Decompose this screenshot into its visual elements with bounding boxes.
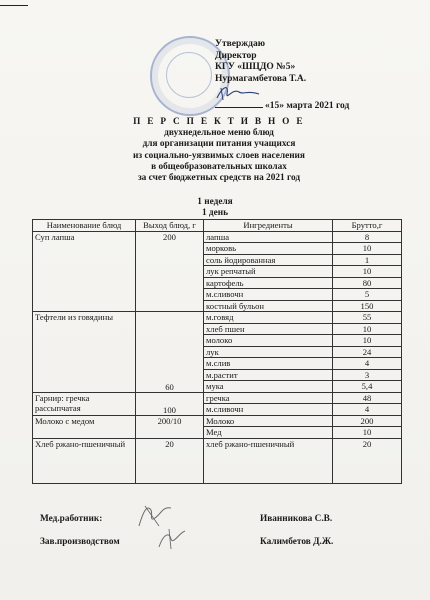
corner-mark <box>0 5 28 6</box>
ingredient-gross: 10 <box>333 323 402 335</box>
table-row <box>33 438 402 483</box>
header-yield: Выход блюд, г <box>136 220 204 232</box>
header-line-3: для организации питания учащихся <box>142 139 296 150</box>
approval-date: «15» марта 2021 год <box>265 101 350 111</box>
ingredient-name: морковь <box>204 243 333 255</box>
ingredient-name: хлеб ржано-пшеничный <box>204 438 333 483</box>
header-dish-name: Наименование блюд <box>33 220 136 232</box>
ingredient-gross: 150 <box>333 300 402 312</box>
header-line-2: двухнедельное меню блюд <box>164 128 274 139</box>
ingredient-gross: 20 <box>333 438 402 483</box>
dish-name: Тефтели из говядины <box>33 312 136 393</box>
header-ingredients: Ингредиенты <box>204 220 333 232</box>
ingredient-name: картофель <box>204 277 333 289</box>
ingredient-name: костный бульон <box>204 300 333 312</box>
week-label: 1 неделя <box>197 197 233 207</box>
ingredient-gross: 10 <box>333 335 402 347</box>
dish-name: Суп лапша <box>33 231 136 312</box>
ingredient-gross: 5 <box>333 289 402 301</box>
header-line-5: в общеобразовательных школах <box>151 161 287 172</box>
ingredient-gross: 48 <box>333 392 402 404</box>
footer-names <box>260 513 333 548</box>
table-row <box>33 415 402 427</box>
medic-name: Иванникова С.В. <box>260 514 333 524</box>
ingredient-name: м.слив <box>204 358 333 370</box>
dish-yield: 60 <box>136 312 204 393</box>
header-gross: Брутто,г <box>333 220 402 232</box>
dish-name: Гарнир: гречка рассыпчатая <box>33 392 136 415</box>
ingredient-name: лук <box>204 346 333 358</box>
dish-name: Хлеб ржано-пшеничный <box>33 438 136 483</box>
table-row <box>33 231 402 243</box>
header-line-4: из социально-уязвимых слоев населения <box>133 150 305 161</box>
table-header-row <box>33 220 402 232</box>
signature-blank <box>215 107 263 108</box>
ingredient-name: Молоко <box>204 415 333 427</box>
menu-table <box>32 219 402 484</box>
ingredient-gross: 10 <box>333 243 402 255</box>
ingredient-name: молоко <box>204 335 333 347</box>
ingredient-gross: 55 <box>333 312 402 324</box>
ingredient-name: м.растит <box>204 369 333 381</box>
table-row <box>33 392 402 404</box>
ingredient-name: м.сливочн <box>204 289 333 301</box>
ingredient-name: м.сливочн <box>204 404 333 416</box>
ingredient-gross: 4 <box>333 404 402 416</box>
approval-line-4: Нурмагамбетова Т.А. <box>215 73 307 84</box>
medic-signature <box>133 500 177 530</box>
approval-line-3: КГУ «ШЦДО №5» <box>215 62 296 72</box>
ingredient-name: Мед <box>204 427 333 439</box>
ingredient-gross: 4 <box>333 358 402 370</box>
ingredient-gross: 1 <box>333 254 402 266</box>
ingredient-name: м.говяд <box>204 312 333 324</box>
ingredient-name: хлеб пшен <box>204 323 333 335</box>
week-day-label <box>120 197 310 218</box>
approval-line-1: Утверждаю <box>215 39 265 49</box>
production-signature <box>155 527 189 551</box>
approval-line-2: Директор <box>215 50 257 61</box>
ingredient-name: лапша <box>204 231 333 243</box>
ingredient-gross: 200 <box>333 415 402 427</box>
ingredient-gross: 8 <box>333 231 402 243</box>
medic-label: Мед.работник: <box>40 514 103 524</box>
day-label: 1 день <box>201 207 229 218</box>
ingredient-gross: 3 <box>333 369 402 381</box>
ingredient-gross: 5,4 <box>333 381 402 393</box>
dish-yield: 100 <box>136 392 204 415</box>
director-signature <box>213 82 263 104</box>
ingredient-gross: 10 <box>333 427 402 439</box>
table-row <box>33 312 402 324</box>
ingredient-name: гречка <box>204 392 333 404</box>
ingredient-name: мука <box>204 381 333 393</box>
dish-yield: 20 <box>136 438 204 483</box>
dish-yield: 200/10 <box>136 415 204 438</box>
header-title: П Е Р С П Е К Т И В Н О Е <box>133 117 305 127</box>
footer-labels <box>40 513 120 548</box>
ingredient-name: соль йодированная <box>204 254 333 266</box>
header-line-6: за счет бюджетных средств на 2021 год <box>137 173 301 184</box>
ingredient-gross: 10 <box>333 266 402 278</box>
ingredient-name: лук репчатый <box>204 266 333 278</box>
dish-name: Молоко с медом <box>33 415 136 438</box>
production-label: Зав.производством <box>40 537 120 547</box>
dish-yield: 200 <box>136 231 204 312</box>
document-header <box>60 117 378 184</box>
ingredient-gross: 80 <box>333 277 402 289</box>
production-name: Калимбетов Д.Ж. <box>260 537 334 547</box>
ingredient-gross: 24 <box>333 346 402 358</box>
